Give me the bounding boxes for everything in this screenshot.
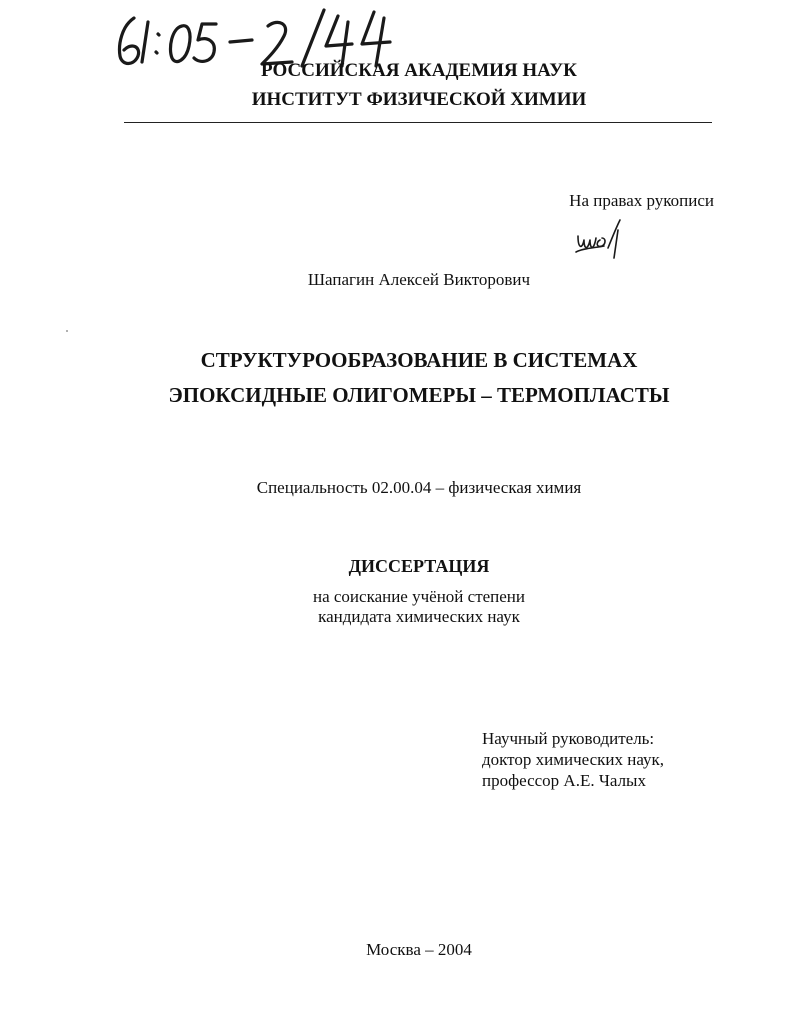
degree-line-2: кандидата химических наук: [318, 607, 520, 626]
specialty: Специальность 02.00.04 – физическая химия: [256, 478, 582, 497]
signature: [574, 218, 626, 262]
organization-name: РОССИЙСКАЯ АКАДЕМИЯ НАУК: [261, 60, 577, 81]
document-type: ДИССЕРТАЦИЯ: [348, 556, 490, 576]
advisor-name: профессор А.Е. Чалых: [482, 771, 646, 790]
thesis-title-line-1: СТРУКТУРООБРАЗОВАНИЕ В СИСТЕМАХ: [200, 348, 638, 372]
degree-line-1: на соискание учёной степени: [312, 587, 526, 606]
rights-notice: На правах рукописи: [569, 191, 714, 210]
scan-speck: [66, 330, 68, 332]
advisor-degree: доктор химических наук,: [482, 750, 665, 769]
city-year: Москва – 2004: [366, 940, 472, 959]
institute-name: ИНСТИТУТ ФИЗИЧЕСКОЙ ХИМИИ: [251, 89, 587, 110]
advisor-label: Научный руководитель:: [482, 729, 655, 748]
author-name: Шапагин Алексей Викторович: [307, 270, 531, 289]
header-divider: [124, 122, 712, 123]
thesis-title-line-2: ЭПОКСИДНЫЕ ОЛИГОМЕРЫ – ТЕРМОПЛАСТЫ: [168, 383, 670, 407]
